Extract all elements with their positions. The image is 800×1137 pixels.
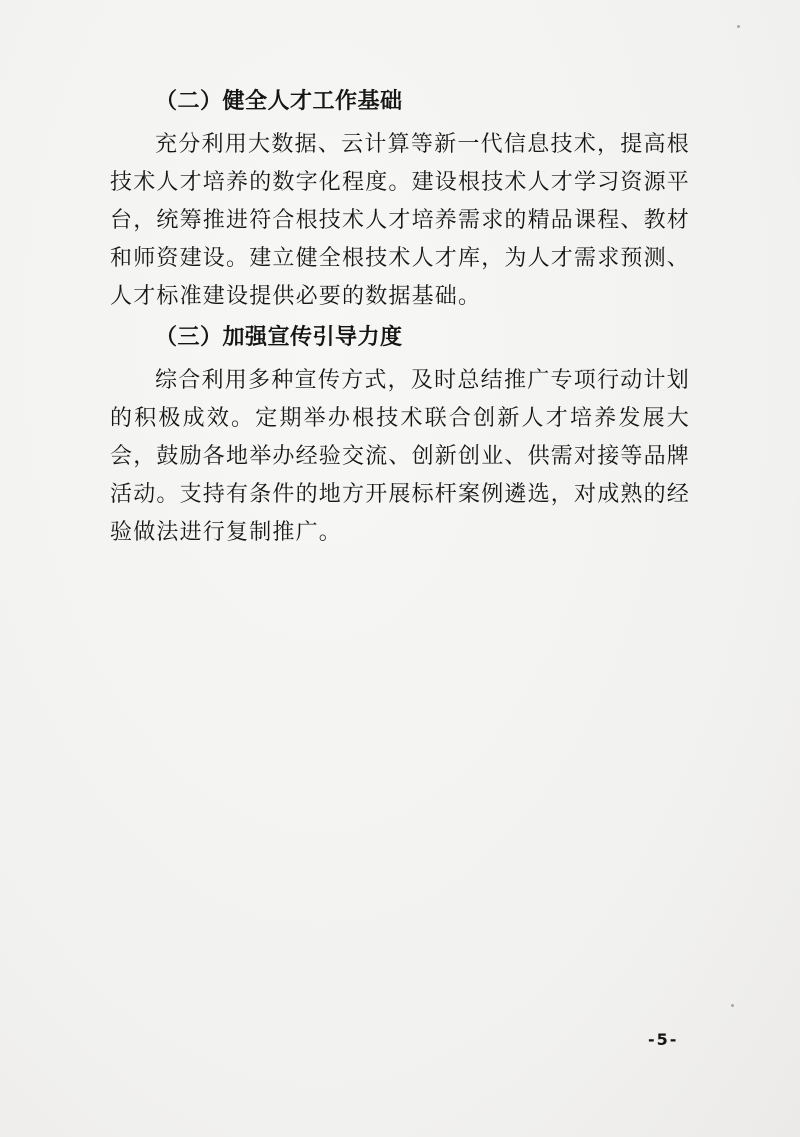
- page-number: -5-: [648, 1030, 679, 1049]
- page-content: [110, 86, 690, 560]
- section-3-paragraph: 综合利用多种宣传方式，及时总结推广专项行动计划的积极成效。定期举办根技术联合创新人才培养发展大会，鼓励各地举办经验交流、创新创业、供需对接等品牌活动。支持有条件的地方开展标杆案例遴选，对成熟的经验做法进行复制推广。: [110, 368, 691, 545]
- scan-speck: [731, 1004, 734, 1007]
- section-heading-3: （三）加强宣传引导力度: [155, 325, 403, 350]
- scan-speck: [737, 25, 740, 28]
- section-2-paragraph: 充分利用大数据、云计算等新一代信息技术，提高根技术人才培养的数字化程度。建设根技术人才学习资源平台，统筹推进符合根技术人才培养需求的精品课程、教材和师资建设。建立健全根技术人才库，为人才需求预测、人才标准建设提供必要的数据基础。: [110, 132, 691, 309]
- section-heading-2: （二）健全人才工作基础: [155, 89, 403, 114]
